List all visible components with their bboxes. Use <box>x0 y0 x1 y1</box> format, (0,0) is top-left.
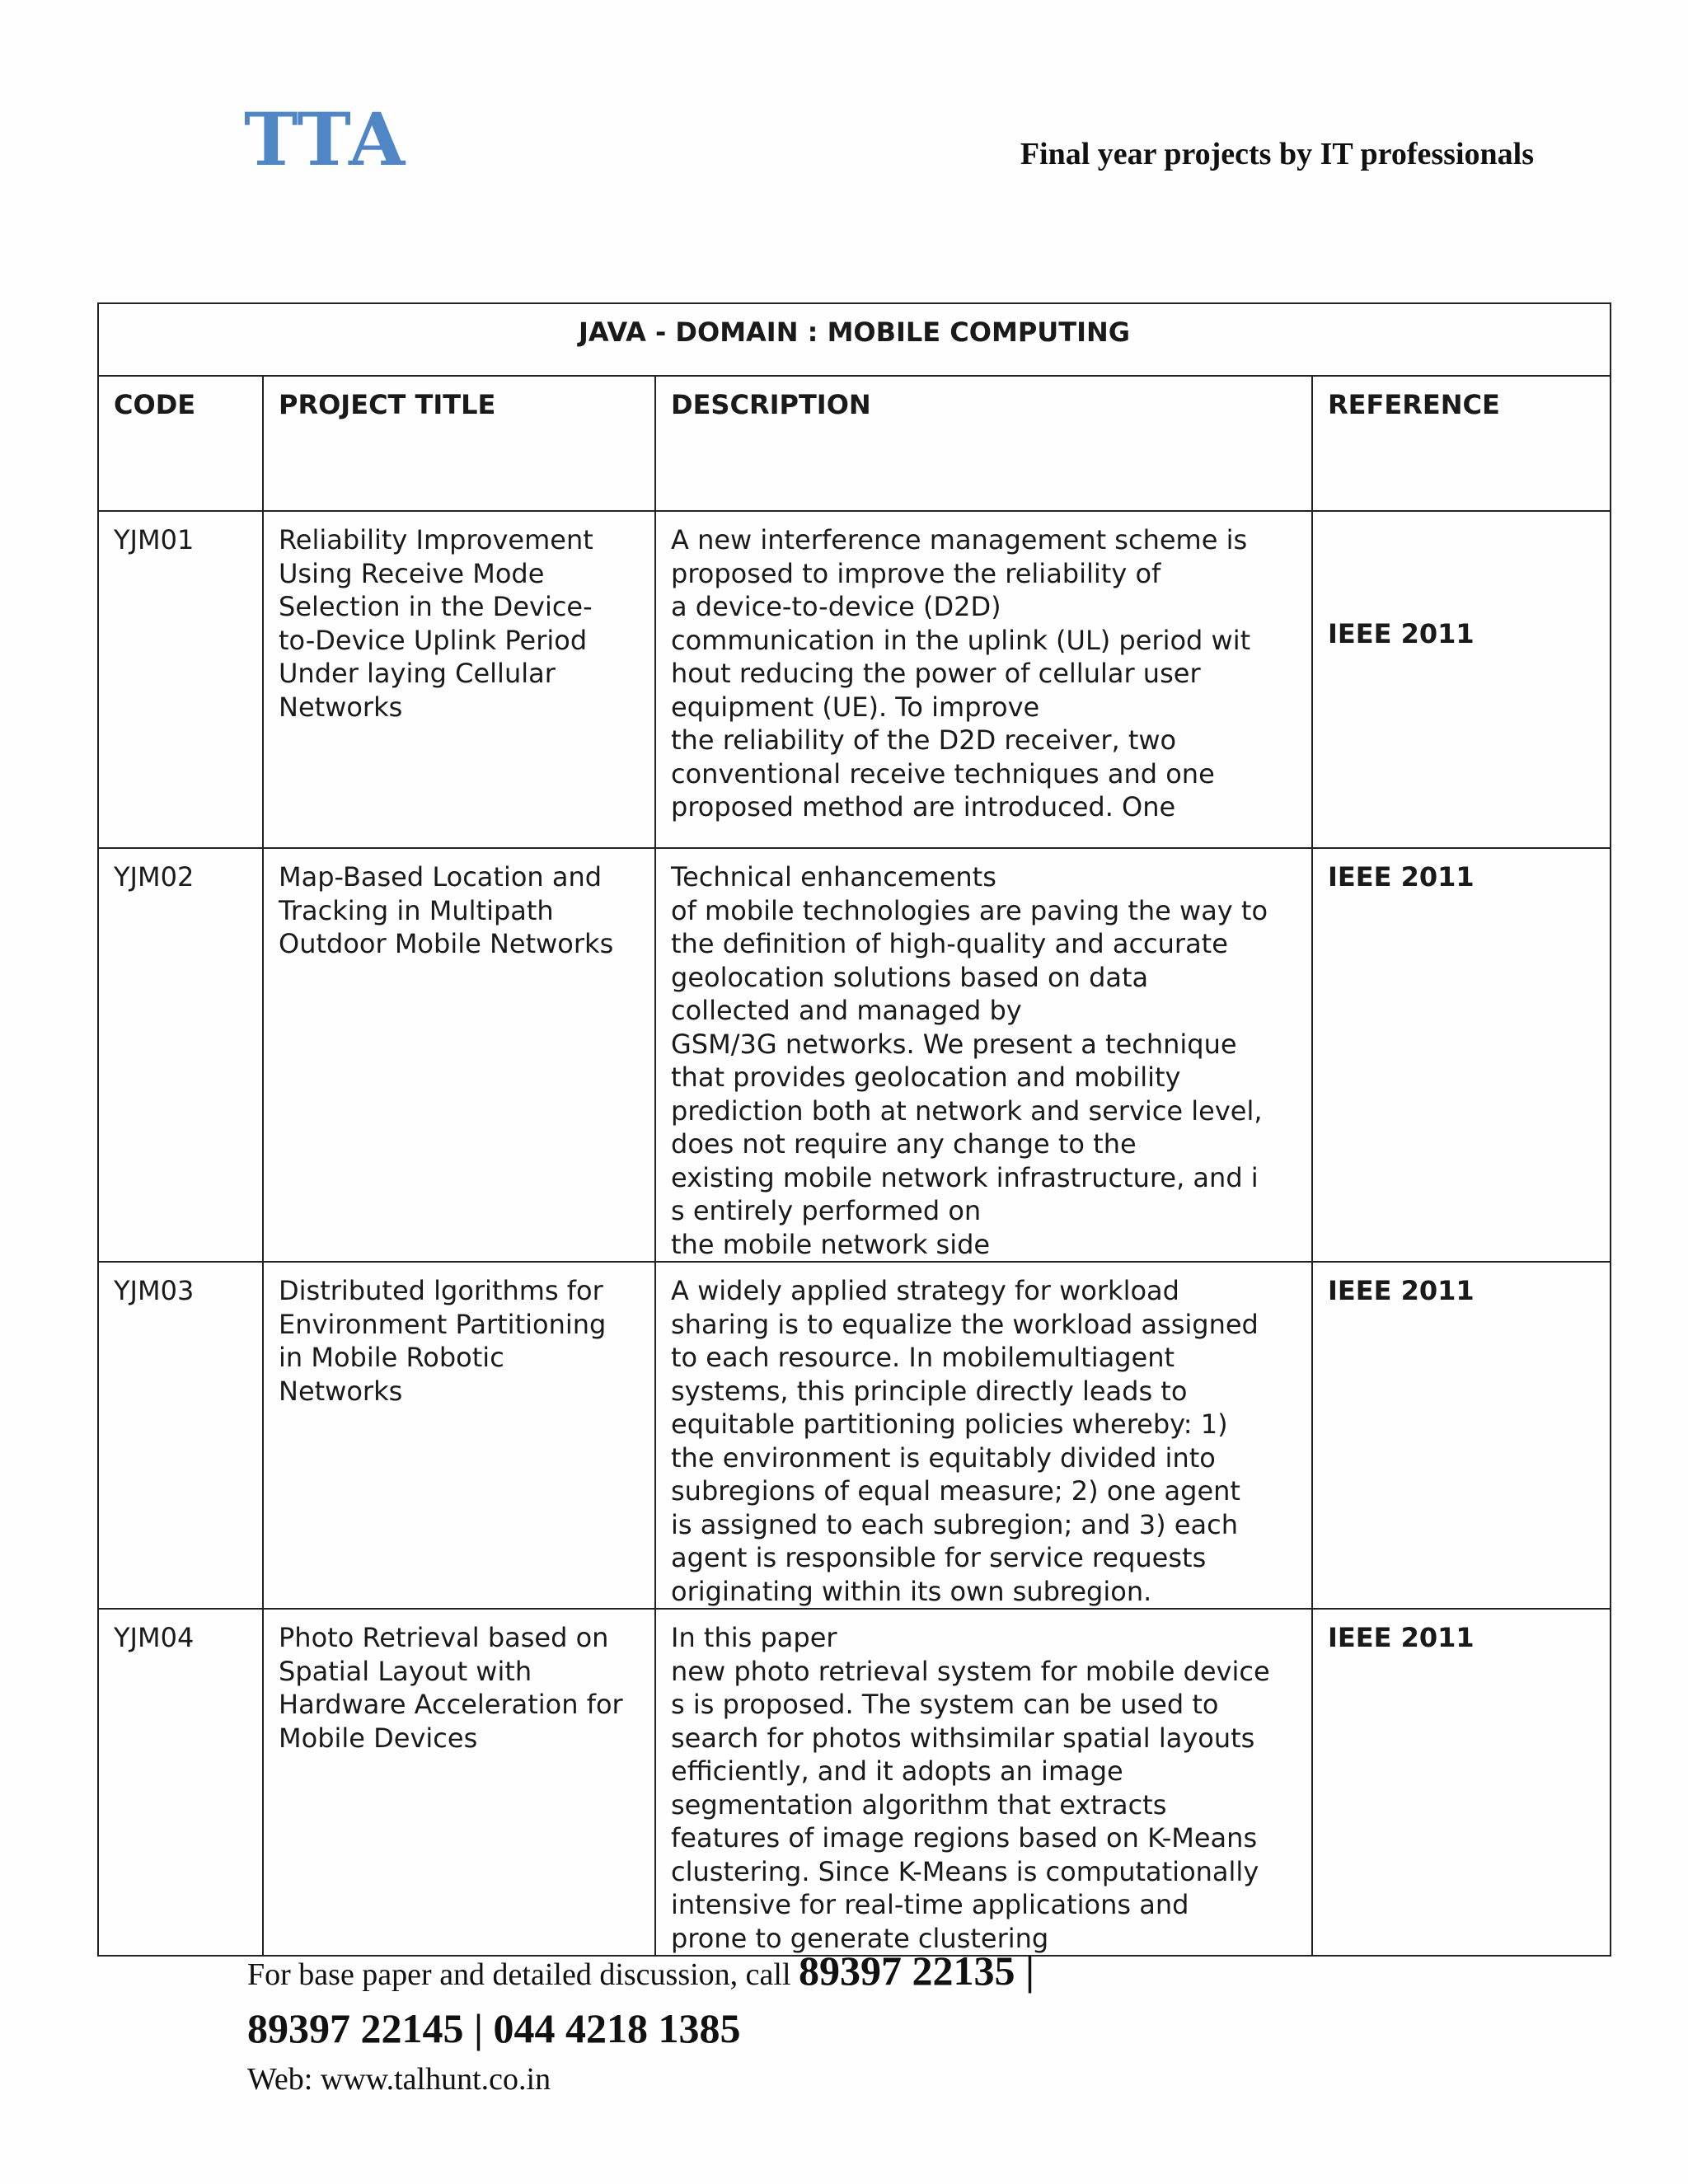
title-line: Reliability Improvement <box>279 524 593 555</box>
description-line: features of image regions based on K-Means <box>671 1822 1258 1854</box>
description-line: is assigned to each subregion; and 3) each <box>671 1508 1238 1540</box>
description-line: originating within its own subregion. <box>671 1575 1152 1607</box>
description-line: intensive for real-time applications and <box>671 1889 1189 1920</box>
project-description <box>655 1609 1312 1956</box>
reference-label: IEEE 2011 <box>1328 1275 1475 1306</box>
project-code: YJM04 <box>98 1609 263 1956</box>
description-line: a device-to-device (D2D) <box>671 591 1001 622</box>
table-title: JAVA - DOMAIN : MOBILE COMPUTING <box>98 303 1611 376</box>
contact-footer <box>247 1947 1035 2097</box>
description-line: existing mobile network infrastructure, and i <box>671 1161 1259 1193</box>
call-prefix: For base paper and detailed discussion, call <box>247 1957 791 1992</box>
description-line: search for photos withsimilar spatial layouts <box>671 1722 1255 1754</box>
description-line: clustering. Since K-Means is computationally <box>671 1855 1259 1887</box>
project-description <box>655 1262 1312 1609</box>
column-header-reference: REFERENCE <box>1312 376 1611 511</box>
title-line: Tracking in Multipath <box>279 894 554 926</box>
description-line: proposed method are introduced. One <box>671 791 1176 823</box>
description-line: systems, this principle directly leads to <box>671 1375 1188 1407</box>
brand-logo: TTA <box>244 96 407 182</box>
project-title <box>263 848 655 1262</box>
projects-table <box>97 302 1611 1957</box>
description-line: GSM/3G networks. We present a technique <box>671 1028 1237 1060</box>
description-line: proposed to improve the reliability of <box>671 557 1161 589</box>
project-reference <box>1312 1609 1611 1956</box>
project-reference <box>1312 848 1611 1262</box>
description-line: A new interference management scheme is <box>671 524 1248 555</box>
table-row <box>98 511 1611 848</box>
description-line: subregions of equal measure; 2) one agent <box>671 1475 1240 1507</box>
project-title <box>263 1262 655 1609</box>
title-line: to-Device Uplink Period <box>279 624 588 656</box>
title-line: Photo Retrieval based on <box>279 1622 609 1653</box>
project-code: YJM03 <box>98 1262 263 1609</box>
title-line: Environment Partitioning <box>279 1308 607 1340</box>
description-line: prone to generate clustering <box>671 1922 1049 1954</box>
website: Web: www.talhunt.co.in <box>247 2062 551 2097</box>
description-line: efficiently, and it adopts an image <box>671 1755 1123 1787</box>
description-line: the mobile network side <box>671 1228 991 1260</box>
project-reference <box>1312 1262 1611 1609</box>
description-line: new photo retrieval system for mobile device <box>671 1655 1270 1687</box>
reference-label: IEEE 2011 <box>1328 618 1475 649</box>
table-row <box>98 1609 1611 1956</box>
project-code: YJM02 <box>98 848 263 1262</box>
phone-numbers: 89397 22145 | 044 4218 1385 <box>247 2005 741 2051</box>
description-line: the environment is equitably divided into <box>671 1441 1216 1474</box>
description-line: equipment (UE). To improve <box>671 691 1040 723</box>
table-row <box>98 848 1611 1262</box>
column-header-code: CODE <box>98 376 263 511</box>
project-description <box>655 511 1312 848</box>
title-line: Networks <box>279 691 403 723</box>
title-line: Outdoor Mobile Networks <box>279 928 614 959</box>
title-line: Distributed lgorithms for <box>279 1275 603 1306</box>
title-line: Networks <box>279 1375 403 1407</box>
title-line: Under laying Cellular <box>279 658 556 689</box>
table-row <box>98 1262 1611 1609</box>
description-line: prediction both at network and service level, <box>671 1094 1263 1127</box>
title-line: Spatial Layout with <box>279 1655 532 1687</box>
title-line: Using Receive Mode <box>279 557 545 589</box>
description-line: geolocation solutions based on data <box>671 961 1149 993</box>
description-line: the reliability of the D2D receiver, two <box>671 724 1177 756</box>
project-title <box>263 1609 655 1956</box>
title-line: in Mobile Robotic <box>279 1342 504 1373</box>
description-line: communication in the uplink (UL) period wit <box>671 624 1251 656</box>
description-line: does not require any change to the <box>671 1128 1137 1160</box>
title-line: Map-Based Location and <box>279 861 603 893</box>
header-tagline: Final year projects by IT professionals <box>1020 137 1534 171</box>
description-line: the definition of high-quality and accurate <box>671 928 1228 959</box>
description-line: equitable partitioning policies whereby: 1) <box>671 1408 1228 1440</box>
description-line: conventional receive techniques and one <box>671 757 1215 790</box>
description-line: s is proposed. The system can be used to <box>671 1689 1219 1720</box>
description-line: to each resource. In mobilemultiagent <box>671 1342 1175 1373</box>
project-description <box>655 848 1312 1262</box>
description-line: s entirely performed on <box>671 1195 982 1226</box>
title-line: Selection in the Device- <box>279 591 593 622</box>
reference-label: IEEE 2011 <box>1328 1622 1475 1653</box>
description-line: A widely applied strategy for workload <box>671 1275 1179 1306</box>
project-reference <box>1312 511 1611 848</box>
project-code: YJM01 <box>98 511 263 848</box>
description-line: sharing is to equalize the workload assigned <box>671 1308 1259 1340</box>
reference-label: IEEE 2011 <box>1328 861 1475 893</box>
description-line: segmentation algorithm that extracts <box>671 1788 1167 1821</box>
description-line: agent is responsible for service requests <box>671 1542 1207 1573</box>
phone-number: 89397 22135 | <box>799 1947 1035 1994</box>
column-header-project-title: PROJECT TITLE <box>263 376 655 511</box>
description-line: of mobile technologies are paving the way to <box>671 894 1268 926</box>
description-line: In this paper <box>671 1622 837 1653</box>
description-line: Technical enhancements <box>671 861 996 893</box>
call-line <box>247 1947 1035 1994</box>
description-line: collected and managed by <box>671 995 1022 1026</box>
title-line: Hardware Acceleration for <box>279 1689 623 1720</box>
title-line: Mobile Devices <box>279 1722 478 1754</box>
project-title <box>263 511 655 848</box>
description-line: that provides geolocation and mobility <box>671 1062 1181 1093</box>
column-header-description: DESCRIPTION <box>655 376 1312 511</box>
description-line: hout reducing the power of cellular user <box>671 658 1201 689</box>
